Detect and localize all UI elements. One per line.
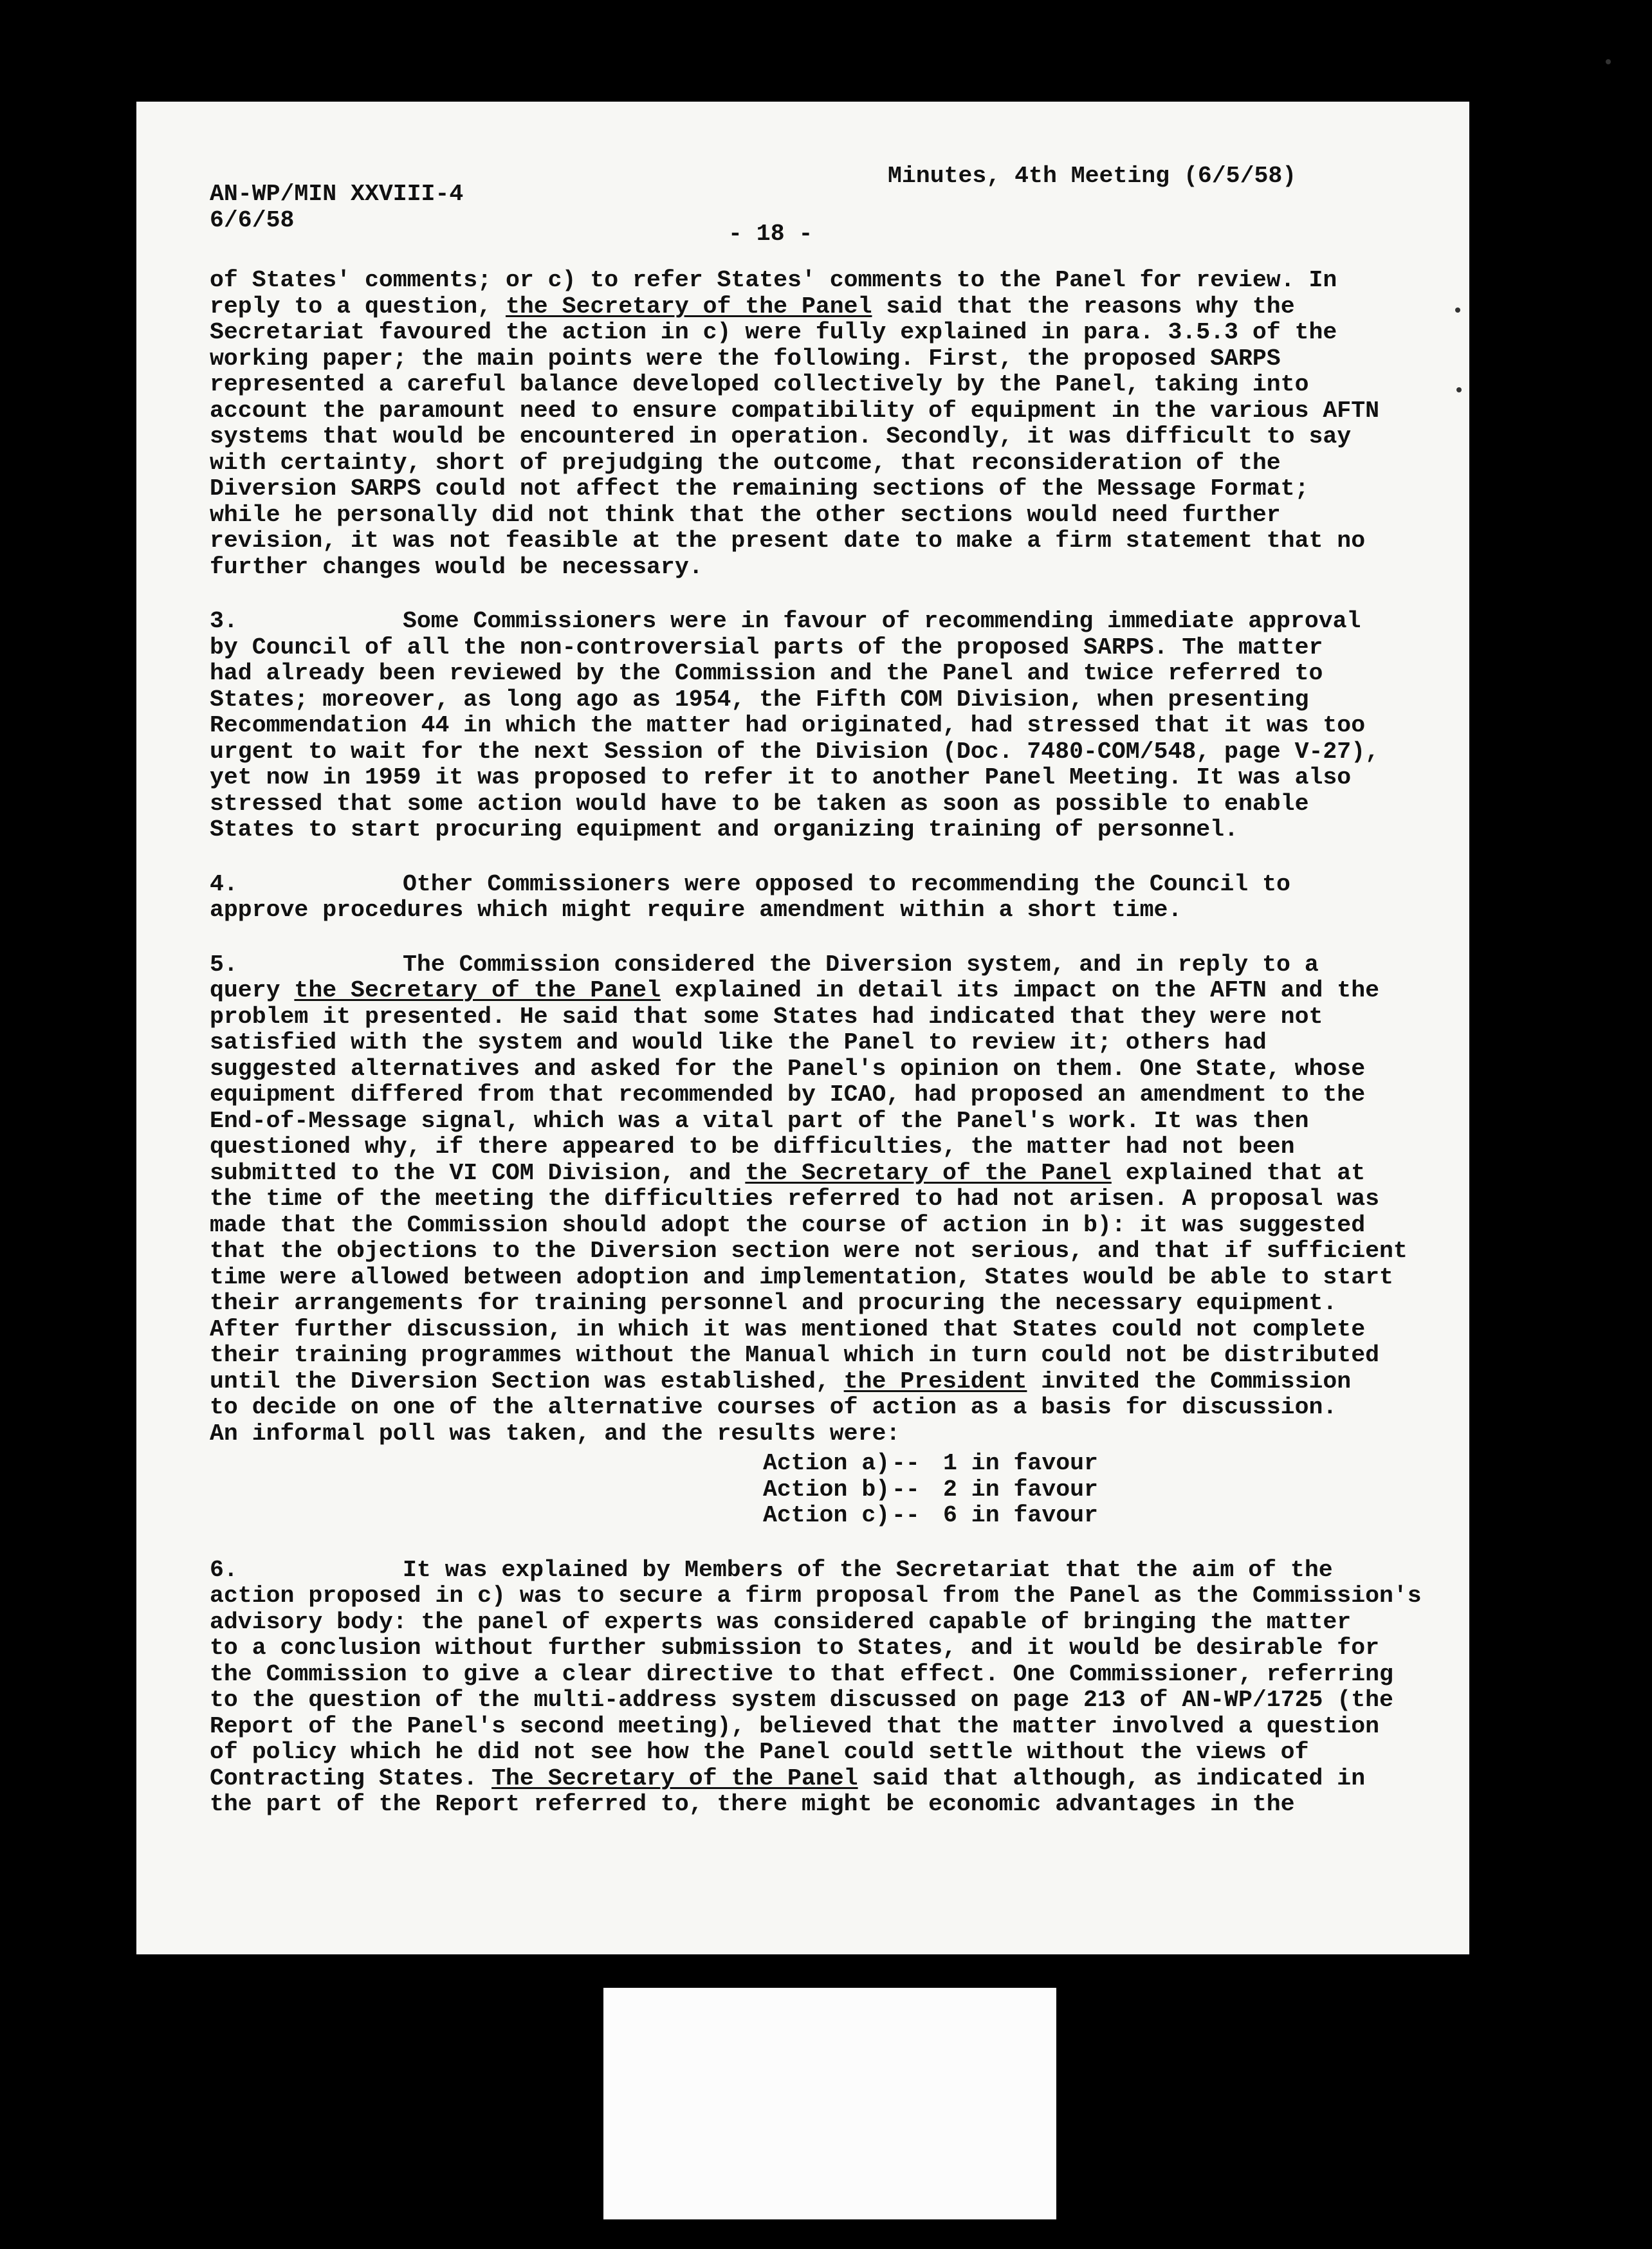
text-line: systems that would be encountered in operation. Secondly, it was difficult to say <box>210 423 1352 450</box>
paragraph-gap <box>210 580 1419 609</box>
text-line: while he personally did not think that the other sections would need further <box>210 501 1281 528</box>
poll-result: 6 in favour <box>943 1502 1098 1528</box>
text-line: working paper; the main points were the following. First, the proposed SARPS <box>210 345 1281 372</box>
paragraph-number: 3. <box>210 608 238 634</box>
poll-action: Action c) <box>763 1502 890 1528</box>
paragraph <box>210 952 1419 1447</box>
text-line: After further discussion, in which it was mentioned that States could not complete <box>210 1316 1366 1343</box>
scan-speck <box>1456 387 1462 392</box>
text-line: stressed that some action would have to be taken as soon as possible to enable <box>210 790 1309 817</box>
text-line: the part of the Report referred to, there might be economic advantages in the <box>210 1791 1295 1817</box>
text-line: States to start procuring equipment and organizing training of personnel. <box>210 816 1238 843</box>
document-page <box>136 102 1469 1954</box>
text-line: States; moreover, as long ago as 1954, the Fifth COM Division, when presenting <box>210 686 1309 713</box>
paragraph-gap <box>210 924 1419 952</box>
text-line: suggested alternatives and asked for the Panel's opinion on them. One State, whose <box>210 1055 1366 1082</box>
text-line: submitted to the VI COM Division, and the Secretary of the Panel explained that at <box>210 1159 1366 1186</box>
text-line: Report of the Panel's second meeting), believed that the matter involved a question <box>210 1712 1379 1740</box>
text-line: 6. It was explained by Members of the Secretariat that the aim of the <box>210 1556 1333 1583</box>
text-line: further changes would be necessary. <box>210 553 703 580</box>
poll-action: Action b) <box>763 1476 890 1503</box>
text-line: satisfied with the system and would like the Panel to review it; others had <box>210 1029 1267 1056</box>
text-line: query the Secretary of the Panel explained in detail its impact on the AFTN and the <box>210 977 1380 1004</box>
poll-row <box>763 1477 1419 1503</box>
text-line: advisory body: the panel of experts was considered capable of bringing the matter <box>210 1608 1352 1635</box>
paragraph <box>210 872 1419 924</box>
text-line: made that the Commission should adopt the course of action in b): it was suggested <box>210 1211 1366 1238</box>
text-line: of policy which he did not see how the Panel could settle without the views of <box>210 1739 1309 1765</box>
scan-speck <box>1455 308 1460 313</box>
paragraph <box>210 609 1419 843</box>
text-line: revision, it was not feasible at the present date to make a firm statement that no <box>210 528 1366 554</box>
text-line: by Council of all the non-controversial parts of the proposed SARPS. The matter <box>210 634 1323 661</box>
text-line: An informal poll was taken, and the results were: <box>210 1420 901 1447</box>
text-line: 3. Some Commissioners were in favour of recommending immediate approval <box>210 608 1361 634</box>
text-line: to a conclusion without further submission to States, and it would be desirable for <box>210 1635 1379 1661</box>
poll-result: 1 in favour <box>943 1450 1098 1476</box>
text-line: Contracting States. The Secretary of the Panel said that although, as indicated in <box>210 1765 1366 1792</box>
text-line: with certainty, short of prejudging the outcome, that reconsideration of the <box>210 449 1281 476</box>
poll-action: Action a) <box>763 1450 890 1476</box>
text-line: action proposed in c) was to secure a firm proposal from the Panel as the Commission's <box>210 1583 1422 1609</box>
text-line: their arrangements for training personnel and procuring the necessary equipment. <box>210 1290 1337 1316</box>
paragraph-gap <box>210 843 1419 872</box>
text-line: reply to a question, the Secretary of the Panel said that the reasons why the <box>210 293 1295 320</box>
paragraph-number: 5. <box>210 951 238 978</box>
text-line: represented a careful balance developed collectively by the Panel, taking into <box>210 371 1309 398</box>
document-body <box>210 267 1422 1818</box>
text-line: until the Diversion Section was established, the President invited the Commission <box>210 1368 1352 1395</box>
text-line: problem it presented. He said that some States had indicated that they were not <box>210 1003 1323 1030</box>
paragraph <box>210 1556 1422 1818</box>
text-line: the time of the meeting the difficulties referred to had not arisen. A proposal was <box>210 1186 1379 1212</box>
scan-speck <box>1606 59 1611 64</box>
text-line: the Commission to give a clear directive to that effect. One Commissioner, referring <box>210 1660 1393 1687</box>
text-line: to decide on one of the alternative courses of action as a basis for discussion. <box>210 1394 1337 1420</box>
poll-dash: -- <box>892 1450 920 1476</box>
text-line: had already been reviewed by the Commission and the Panel and twice referred to <box>210 660 1323 686</box>
text-line: of States' comments; or c) to refer States' comments to the Panel for review. In <box>210 267 1337 293</box>
text-line: to the question of the multi-address system discussed on page 213 of AN-WP/1725 (the <box>210 1687 1393 1713</box>
page-number: - 18 - <box>728 221 813 247</box>
blank-label-slip <box>603 1988 1056 2219</box>
text-line: 5. The Commission considered the Diversion system, and in reply to a <box>210 951 1319 978</box>
document-title: Minutes, 4th Meeting (6/5/58) <box>888 163 1297 189</box>
text-line: 4. Other Commissioners were opposed to recommending the Council to <box>210 870 1290 897</box>
text-line: yet now in 1959 it was proposed to refer it to another Panel Meeting. It was also <box>210 764 1352 791</box>
text-line: time were allowed between adoption and implementation, States would be able to start <box>210 1263 1393 1290</box>
document-header-left <box>210 181 463 234</box>
paragraph <box>210 268 1419 580</box>
poll-result: 2 in favour <box>943 1476 1098 1503</box>
text-line: Diversion SARPS could not affect the remaining sections of the Message Format; <box>210 475 1309 502</box>
text-line: Secretariat favoured the action in c) were fully explained in para. 3.5.3 of the <box>210 319 1337 345</box>
paragraph-number: 4. <box>210 870 238 897</box>
text-line: equipment differed from that recommended by ICAO, had proposed an amendment to the <box>210 1081 1366 1108</box>
poll-results <box>763 1451 1419 1529</box>
document-reference: AN-WP/MIN XXVIII-4 <box>210 181 464 207</box>
text-line: approve procedures which might require amendment within a short time. <box>210 897 1182 923</box>
text-line: that the objections to the Diversion section were not serious, and that if sufficient <box>210 1238 1408 1264</box>
text-line: their training programmes without the Manual which in turn could not be distributed <box>210 1342 1379 1368</box>
poll-dash: -- <box>892 1476 920 1503</box>
text-line: Recommendation 44 in which the matter had originated, had stressed that it was too <box>210 712 1366 739</box>
paragraph-gap <box>210 1529 1419 1557</box>
poll-row <box>763 1503 1419 1529</box>
document-date: 6/6/58 <box>210 207 295 234</box>
text-line: End-of-Message signal, which was a vital part of the Panel's work. It was then <box>210 1107 1309 1134</box>
poll-row <box>763 1451 1419 1477</box>
poll-dash: -- <box>892 1502 920 1528</box>
paragraph-number: 6. <box>210 1556 238 1583</box>
text-line: questioned why, if there appeared to be difficulties, the matter had not been <box>210 1134 1295 1160</box>
text-line: account the paramount need to ensure compatibility of equipment in the various AFTN <box>210 397 1379 424</box>
text-line: urgent to wait for the next Session of the Division (Doc. 7480-COM/548, page V-27), <box>210 738 1379 765</box>
